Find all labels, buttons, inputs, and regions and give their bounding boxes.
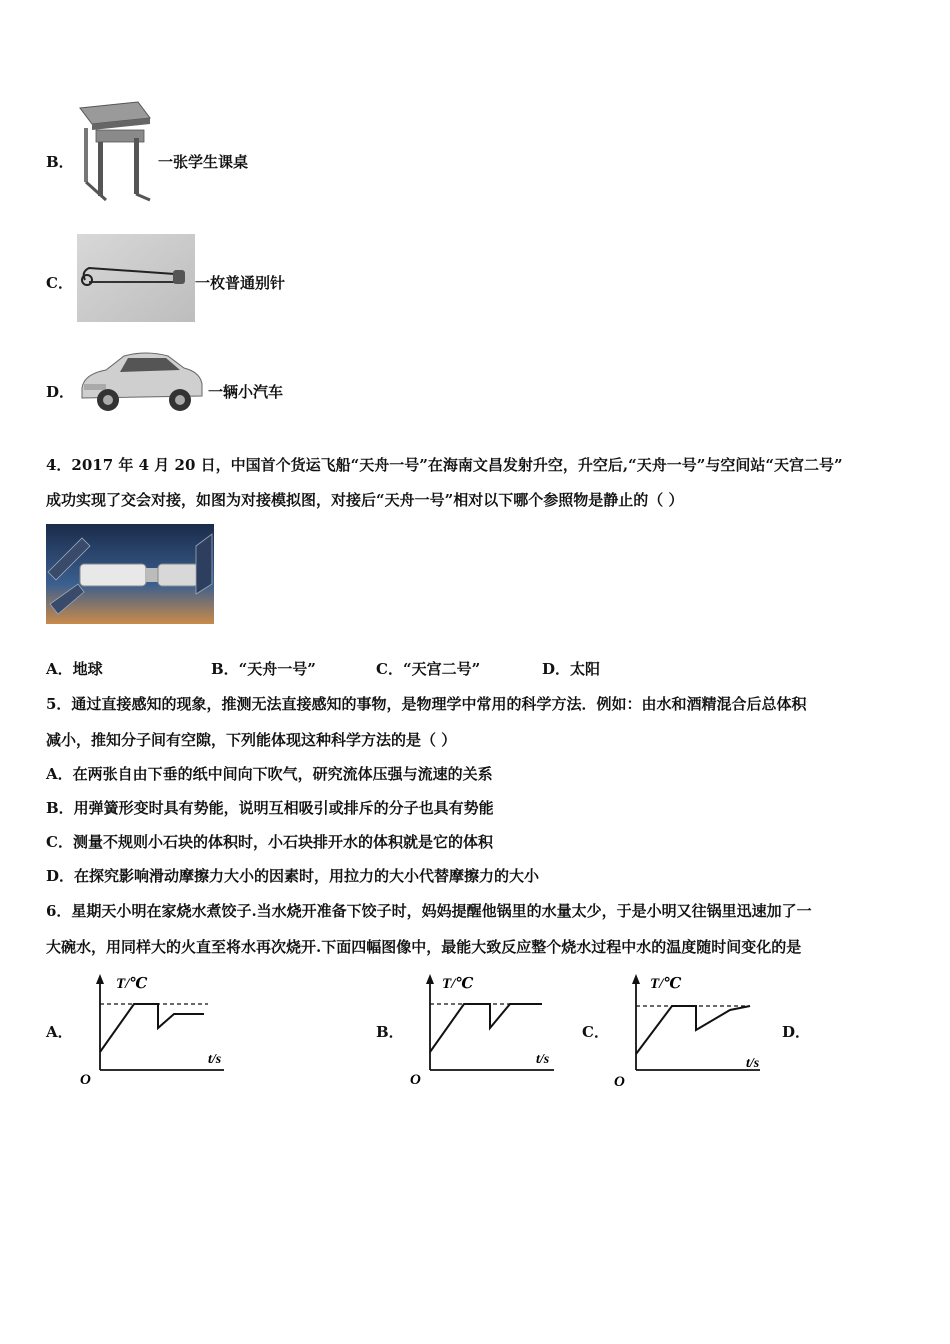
q6-option-a-letter[interactable]: A．	[46, 1023, 73, 1041]
x-axis-label: t/s	[208, 1052, 222, 1067]
q5-option-a[interactable]: A．在两张自由下垂的纸中间向下吹气，研究流体压强与流速的关系	[46, 765, 493, 783]
origin-label: O	[410, 1072, 421, 1088]
q6-option-b-letter[interactable]: B．	[376, 1023, 404, 1041]
desk-image	[76, 100, 154, 204]
option-caption: 一张学生课桌	[158, 153, 249, 171]
q6-text-line-2: 大碗水，用同样大的火直至将水再次烧开.下面四幅图像中，最能大致反应整个烧水过程中水的温度随时间变化的是	[46, 938, 802, 956]
origin-label: O	[614, 1074, 625, 1090]
q5-option-b[interactable]: B．用弹簧形变时具有势能，说明互相吸引或排斥的分子也具有势能	[46, 799, 494, 817]
q6-option-c-letter[interactable]: C．	[582, 1023, 609, 1041]
option-caption: 一枚普通别针	[195, 274, 286, 292]
option-letter: D．	[46, 383, 75, 401]
q6-option-d-letter[interactable]: D．	[782, 1023, 811, 1041]
car-image	[76, 344, 208, 416]
q4-option-b[interactable]: B．“天舟一号”	[211, 660, 316, 678]
docking-simulation-image	[46, 524, 214, 624]
q5-option-d[interactable]: D．在探究影响滑动摩擦力大小的因素时，用拉力的大小代替摩擦力的大小	[46, 867, 540, 885]
q4-option-d[interactable]: D．太阳	[542, 660, 601, 678]
x-axis-label: t/s	[746, 1056, 760, 1071]
y-axis-label: T/℃	[650, 976, 682, 992]
q6-graph-c[interactable]	[610, 970, 772, 1090]
option-letter: B．	[46, 153, 74, 171]
option-caption: 一辆小汽车	[208, 383, 284, 401]
q4-option-c[interactable]: C．“天宫二号”	[376, 660, 481, 678]
q4-option-a[interactable]: A．地球	[46, 660, 103, 678]
safety-pin-image	[77, 234, 195, 322]
q6-text-line-1: 6．星期天小明在家烧水煮饺子.当水烧开准备下饺子时，妈妈提醒他锅里的水量太少，于是小明又往锅里迅速加了一	[46, 902, 812, 920]
q4-text-line-2: 成功实现了交会对接，如图为对接模拟图，对接后“天舟一号”相对以下哪个参照物是静止的（ ）	[46, 491, 684, 509]
origin-label: O	[80, 1072, 91, 1088]
q5-option-c[interactable]: C．测量不规则小石块的体积时，小石块排开水的体积就是它的体积	[46, 833, 493, 851]
q6-graph-b[interactable]	[404, 970, 566, 1090]
y-axis-label: T/℃	[442, 976, 474, 992]
q4-text-line-1: 4．2017 年 4 月 20 日，中国首个货运飞船“天舟一号”在海南文昌发射升空，升空后,“天舟一号”与空间站“天宫二号”	[46, 456, 843, 474]
q5-text-line-1: 5．通过直接感知的现象，推测无法直接感知的事物，是物理学中常用的科学方法．例如：由水和酒精混合后总体积	[46, 695, 807, 713]
q6-graph-a[interactable]	[74, 970, 236, 1090]
y-axis-label: T/℃	[116, 976, 148, 992]
q5-text-line-2: 减小，推知分子间有空隙，下列能体现这种科学方法的是（ ）	[46, 731, 457, 749]
x-axis-label: t/s	[536, 1052, 550, 1067]
option-letter: C．	[46, 274, 73, 292]
